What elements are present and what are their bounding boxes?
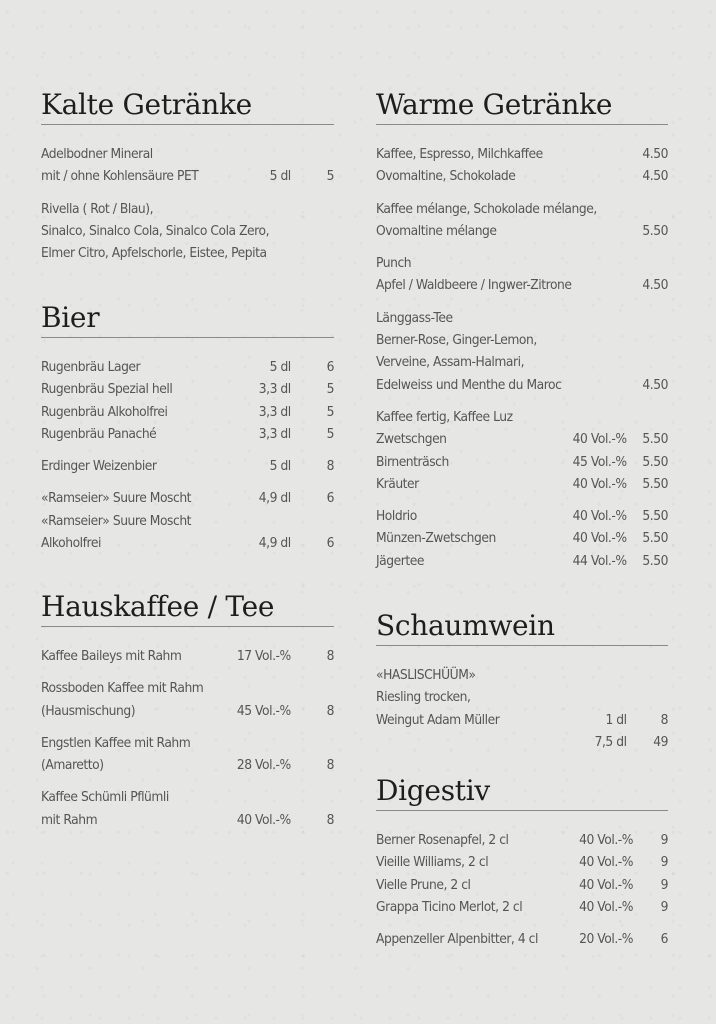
item-price: 5.50 — [642, 531, 668, 547]
item-price: 5.50 — [642, 476, 668, 492]
item-name: Berner Rosenapfel, 2 cl — [376, 833, 509, 848]
item-size: 40 Vol.-% — [572, 531, 627, 547]
item-price: 6 — [326, 536, 335, 552]
menu-item — [376, 830, 668, 852]
item-name: Sinalco, Sinalco Cola, Sinalco Cola Zero, — [41, 223, 270, 239]
item-name: (Hausmischung) — [41, 703, 136, 719]
item-size: 3,3 dl — [258, 426, 291, 442]
item-price: 8 — [326, 459, 335, 475]
item-group — [376, 199, 668, 244]
item-price: 6 — [326, 360, 335, 375]
item-price: 9 — [660, 877, 668, 893]
item-group — [41, 456, 334, 478]
section-bier — [41, 301, 334, 565]
section-title: Schaumwein — [376, 609, 668, 646]
item-price: 4.50 — [642, 169, 668, 185]
menu-item — [376, 330, 668, 352]
item-size: 20 Vol.-% — [579, 932, 634, 948]
section-digestiv — [376, 774, 668, 961]
menu-item — [376, 429, 668, 451]
item-group — [376, 407, 668, 496]
item-name: Punch — [376, 256, 412, 272]
menu-item — [376, 665, 668, 687]
item-name: Ovomaltine mélange — [376, 223, 497, 239]
item-price: 4.50 — [642, 377, 668, 393]
menu-item — [41, 424, 334, 446]
item-list — [41, 144, 334, 265]
item-group — [376, 506, 668, 573]
item-size: 7,5 dl — [594, 734, 627, 750]
item-price: 5 — [326, 426, 335, 442]
menu-item — [376, 407, 668, 429]
item-group — [41, 733, 334, 778]
section-schaumwein — [376, 609, 668, 764]
item-name: Appenzeller Alpenbitter, 4 cl — [376, 932, 538, 948]
item-name: Kräuter — [376, 476, 419, 492]
item-name: Vielle Prune, 2 cl — [376, 877, 471, 893]
item-size: 28 Vol.-% — [236, 758, 291, 774]
item-group — [41, 357, 334, 446]
item-name: Holdrio — [376, 509, 417, 525]
item-price: 8 — [326, 703, 335, 719]
item-group — [41, 199, 334, 266]
item-list — [376, 830, 668, 951]
item-price: 49 — [653, 734, 668, 750]
item-name: Edelweiss und Menthe du Maroc — [376, 377, 562, 393]
item-name: Zwetschgen — [376, 432, 447, 448]
item-name: «HASLISCHÜÜM» — [376, 668, 476, 683]
item-name: Rugenbräu Spezial hell — [41, 382, 173, 398]
item-list — [41, 646, 334, 832]
item-size: 17 Vol.-% — [236, 649, 291, 664]
item-name: (Amaretto) — [41, 758, 104, 774]
menu-item — [41, 456, 334, 478]
menu-item — [41, 488, 334, 510]
item-name: Kaffee Baileys mit Rahm — [41, 649, 182, 664]
section-title: Digestiv — [376, 774, 668, 811]
item-name: Weingut Adam Müller — [376, 712, 500, 728]
section-hauskaffee-tee — [41, 590, 334, 842]
menu-item — [376, 551, 668, 573]
menu-item — [41, 810, 334, 832]
item-size: 5 dl — [269, 169, 291, 185]
item-size: 4,9 dl — [258, 536, 291, 552]
item-price: 6 — [660, 932, 668, 948]
section-kalte-getraenke — [41, 88, 334, 275]
menu-item — [41, 199, 334, 221]
menu-item — [41, 755, 334, 777]
item-size: 45 Vol.-% — [572, 454, 627, 470]
item-price: 8 — [326, 758, 335, 774]
item-price: 9 — [660, 833, 668, 848]
item-price: 6 — [326, 491, 335, 507]
menu-item — [376, 352, 668, 374]
item-size: 40 Vol.-% — [572, 509, 627, 525]
item-list — [41, 357, 334, 555]
menu-item — [41, 243, 334, 265]
menu-item — [376, 528, 668, 550]
item-name: Kaffee Schümli Pflümli — [41, 790, 169, 806]
item-size: 40 Vol.-% — [579, 877, 634, 893]
item-size: 40 Vol.-% — [236, 812, 291, 828]
item-price: 5.50 — [642, 509, 668, 525]
item-name: Ovomaltine, Schokolade — [376, 169, 516, 185]
menu-item — [376, 687, 668, 709]
item-name: Jägertee — [376, 553, 424, 569]
menu-item — [376, 732, 668, 754]
item-name: Rossboden Kaffee mit Rahm — [41, 681, 204, 697]
item-name: Vieille Williams, 2 cl — [376, 855, 489, 871]
item-price: 5.50 — [642, 553, 668, 569]
item-group — [41, 678, 334, 723]
item-group — [41, 144, 334, 189]
item-name: Rugenbräu Panaché — [41, 426, 157, 442]
item-name: Rugenbräu Lager — [41, 360, 141, 375]
item-name: Adelbodner Mineral — [41, 147, 153, 162]
menu-item — [41, 646, 334, 668]
menu-item — [376, 897, 668, 919]
item-price: 5 — [326, 169, 335, 185]
item-price: 5.50 — [642, 432, 668, 448]
menu-item — [376, 144, 668, 166]
menu-item — [376, 506, 668, 528]
item-group — [376, 144, 668, 189]
item-size: 3,3 dl — [258, 382, 291, 398]
item-size: 45 Vol.-% — [236, 703, 291, 719]
item-size: 1 dl — [605, 712, 627, 728]
item-price: 4.50 — [642, 147, 668, 162]
item-price: 8 — [326, 649, 335, 664]
item-size: 44 Vol.-% — [572, 553, 627, 569]
item-size: 40 Vol.-% — [572, 432, 627, 448]
menu-item — [376, 852, 668, 874]
item-name: Erdinger Weizenbier — [41, 459, 157, 475]
item-name: Grappa Ticino Merlot, 2 cl — [376, 899, 523, 915]
item-list — [376, 665, 668, 754]
item-name: Kaffee, Espresso, Milchkaffee — [376, 147, 543, 162]
menu-item — [41, 402, 334, 424]
item-name: Birnenträsch — [376, 454, 449, 470]
menu-item — [41, 678, 334, 700]
menu-item — [41, 221, 334, 243]
item-size: 5 dl — [269, 360, 291, 375]
item-name: Rivella ( Rot / Blau), — [41, 201, 154, 217]
menu-item — [41, 701, 334, 723]
menu-item — [376, 452, 668, 474]
section-title: Warme Getränke — [376, 88, 668, 125]
menu-item — [41, 379, 334, 401]
item-group — [376, 830, 668, 919]
menu-item — [376, 275, 668, 297]
item-name: Münzen-Zwetschgen — [376, 531, 496, 547]
item-price: 8 — [660, 712, 668, 728]
item-size: 40 Vol.-% — [579, 855, 634, 871]
section-title: Hauskaffee / Tee — [41, 590, 334, 627]
item-group — [41, 646, 334, 668]
item-name: «Ramseier» Suure Moscht — [41, 491, 192, 507]
menu-item — [41, 357, 334, 379]
item-name: Alkoholfrei — [41, 536, 101, 552]
item-name: Apfel / Waldbeere / Ingwer-Zitrone — [376, 278, 572, 294]
item-size: 4,9 dl — [258, 491, 291, 507]
menu-item — [376, 875, 668, 897]
item-list — [376, 144, 668, 573]
item-name: Kaffee fertig, Kaffee Luz — [376, 409, 513, 425]
item-group — [41, 488, 334, 555]
item-name: Länggass-Tee — [376, 310, 453, 326]
item-name: Verveine, Assam-Halmari, — [376, 355, 525, 371]
menu-item — [41, 166, 334, 188]
item-group — [376, 308, 668, 397]
item-price: 4.50 — [642, 278, 668, 294]
menu-item — [41, 733, 334, 755]
item-name: Elmer Citro, Apfelschorle, Eistee, Pepita — [41, 246, 267, 262]
item-name: Engstlen Kaffee mit Rahm — [41, 735, 191, 751]
menu-item — [376, 221, 668, 243]
item-name: Rugenbräu Alkoholfrei — [41, 404, 168, 420]
menu-item — [376, 710, 668, 732]
item-name: mit / ohne Kohlensäure PET — [41, 169, 199, 185]
menu-item — [376, 253, 668, 275]
item-group — [376, 665, 668, 754]
item-price: 8 — [326, 812, 335, 828]
section-warme-getraenke — [376, 88, 668, 583]
item-name: «Ramseier» Suure Moscht — [41, 513, 192, 529]
item-price: 5 — [326, 404, 335, 420]
item-price: 5.50 — [642, 223, 668, 239]
item-price: 5.50 — [642, 454, 668, 470]
item-size: 40 Vol.-% — [572, 476, 627, 492]
menu-item — [376, 166, 668, 188]
menu-item — [376, 308, 668, 330]
menu-item — [41, 144, 334, 166]
section-title: Bier — [41, 301, 334, 338]
item-name: mit Rahm — [41, 812, 98, 828]
menu-item — [376, 375, 668, 397]
menu-item — [41, 787, 334, 809]
menu-item — [376, 929, 668, 951]
menu-item — [376, 474, 668, 496]
item-group — [41, 787, 334, 832]
item-size: 3,3 dl — [258, 404, 291, 420]
item-size: 40 Vol.-% — [579, 899, 634, 915]
menu-item — [41, 511, 334, 533]
item-size: 5 dl — [269, 459, 291, 475]
menu-item — [41, 533, 334, 555]
item-size: 40 Vol.-% — [579, 833, 634, 848]
section-title: Kalte Getränke — [41, 88, 334, 125]
menu-item — [376, 199, 668, 221]
item-name: Berner-Rose, Ginger-Lemon, — [376, 333, 537, 349]
item-group — [376, 253, 668, 298]
item-price: 9 — [660, 899, 668, 915]
item-price: 5 — [326, 382, 335, 398]
item-name: Riesling trocken, — [376, 690, 471, 706]
item-group — [376, 929, 668, 951]
item-price: 9 — [660, 855, 668, 871]
item-name: Kaffee mélange, Schokolade mélange, — [376, 201, 597, 217]
